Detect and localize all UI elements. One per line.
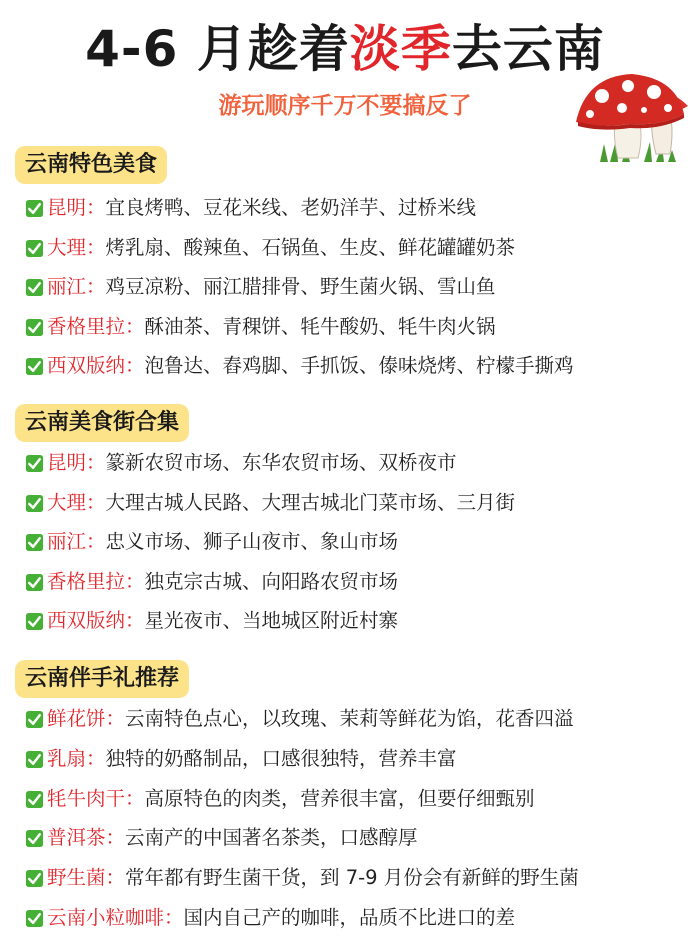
check-box-icon — [25, 357, 44, 376]
item-text: 忠义市场、狮子山夜市、象山市场 — [105, 530, 399, 553]
check-box-icon — [25, 533, 44, 552]
check-box-icon — [25, 454, 44, 473]
item-text: 篆新农贸市场、东华农贸市场、双桥夜市 — [105, 451, 457, 474]
check-box-icon — [25, 239, 44, 258]
item-separator: ： — [86, 236, 106, 259]
item-text: 常年都有野生菌干货，到 7-9 月份会有新鲜的野生菌 — [125, 866, 579, 889]
list-item — [25, 526, 398, 558]
list-item — [25, 743, 457, 775]
item-label: 乳扇 — [47, 747, 87, 770]
check-box-icon — [25, 790, 44, 809]
item-text: 大理古城人民路、大理古城北门菜市场、三月街 — [105, 491, 516, 514]
item-label: 西双版纳 — [47, 609, 126, 632]
check-box-icon — [25, 710, 44, 729]
list-item — [25, 605, 398, 637]
item-label: 西双版纳 — [47, 354, 126, 377]
item-separator: ： — [86, 530, 106, 553]
item-separator: ： — [86, 491, 106, 514]
item-label: 大理 — [47, 236, 87, 259]
check-box-icon — [25, 199, 44, 218]
check-box-icon — [25, 612, 44, 631]
item-label: 香格里拉 — [47, 570, 126, 593]
list-item — [25, 862, 579, 894]
page-subtitle: 游玩顺序千万不要搞反了 — [218, 93, 472, 119]
list-item — [25, 232, 515, 264]
item-text: 烤乳扇、酸辣鱼、石锅鱼、生皮、鲜花罐罐奶茶 — [105, 236, 516, 259]
list-item — [25, 271, 496, 303]
item-text: 高原特色的肉类，营养很丰富，但要仔细甄别 — [144, 787, 535, 810]
list-item — [25, 822, 418, 854]
item-separator: ： — [105, 826, 126, 849]
item-label: 普洱茶 — [47, 826, 106, 849]
list-item — [25, 487, 515, 519]
title-suffix: 去云南 — [451, 20, 605, 78]
title-highlight: 淡季 — [349, 20, 452, 78]
check-box-icon — [25, 869, 44, 888]
item-label: 香格里拉 — [47, 315, 126, 338]
item-label: 野生菌 — [47, 866, 106, 889]
item-text: 鸡豆凉粉、丽江腊排骨、野生菌火锅、雪山鱼 — [105, 275, 496, 298]
item-text: 云南特色点心，以玫瑰、茉莉等鲜花为馅，花香四溢 — [125, 707, 574, 730]
list-item — [25, 703, 574, 735]
check-box-icon — [25, 909, 44, 928]
item-separator: ： — [125, 609, 145, 632]
check-box-icon — [25, 829, 44, 848]
item-text: 泡鲁达、舂鸡脚、手抓饭、傣味烧烤、柠檬手撕鸡 — [144, 354, 574, 377]
check-box-icon — [25, 318, 44, 337]
item-label: 云南小粒咖啡 — [47, 906, 165, 929]
item-label: 大理 — [47, 491, 87, 514]
item-separator: ： — [86, 747, 106, 770]
item-separator: ： — [164, 906, 184, 929]
item-text: 云南产的中国著名茶类，口感醇厚 — [125, 826, 418, 849]
item-separator: ： — [125, 787, 145, 810]
list-item — [25, 566, 398, 598]
item-separator: ： — [125, 570, 145, 593]
item-separator: ： — [86, 275, 106, 298]
title-prefix: 4-6 月趁着 — [85, 20, 350, 78]
item-label: 昆明 — [47, 451, 87, 474]
item-label: 丽江 — [47, 275, 87, 298]
item-text: 独特的奶酪制品，口感很独特，营养丰富 — [105, 747, 457, 770]
list-item — [25, 350, 574, 382]
check-box-icon — [25, 573, 44, 592]
check-box-icon — [25, 750, 44, 769]
section-title: 云南美食街合集 — [15, 404, 189, 442]
item-separator: ： — [125, 354, 145, 377]
mushroom-icon — [572, 70, 690, 166]
item-separator: ： — [86, 451, 106, 474]
item-separator: ： — [105, 866, 126, 889]
item-text: 酥油茶、青稞饼、牦牛酸奶、牦牛肉火锅 — [144, 315, 496, 338]
section-title: 云南伴手礼推荐 — [15, 660, 189, 698]
check-box-icon — [25, 278, 44, 297]
item-text: 国内自己产的咖啡，品质不比进口的差 — [183, 906, 516, 929]
list-item — [25, 783, 535, 815]
item-separator: ： — [86, 196, 106, 219]
list-item — [25, 902, 515, 934]
item-separator: ： — [105, 707, 126, 730]
list-item — [25, 311, 496, 343]
item-label: 鲜花饼 — [47, 707, 106, 730]
check-box-icon — [25, 494, 44, 513]
item-label: 昆明 — [47, 196, 87, 219]
item-separator: ： — [125, 315, 145, 338]
item-text: 星光夜市、当地城区附近村寨 — [144, 609, 399, 632]
item-label: 丽江 — [47, 530, 87, 553]
item-label: 牦牛肉干 — [47, 787, 126, 810]
item-text: 宜良烤鸭、豆花米线、老奶洋芋、过桥米线 — [105, 196, 477, 219]
item-text: 独克宗古城、向阳路农贸市场 — [144, 570, 399, 593]
list-item — [25, 447, 457, 479]
list-item — [25, 192, 476, 224]
section-title: 云南特色美食 — [15, 146, 167, 184]
